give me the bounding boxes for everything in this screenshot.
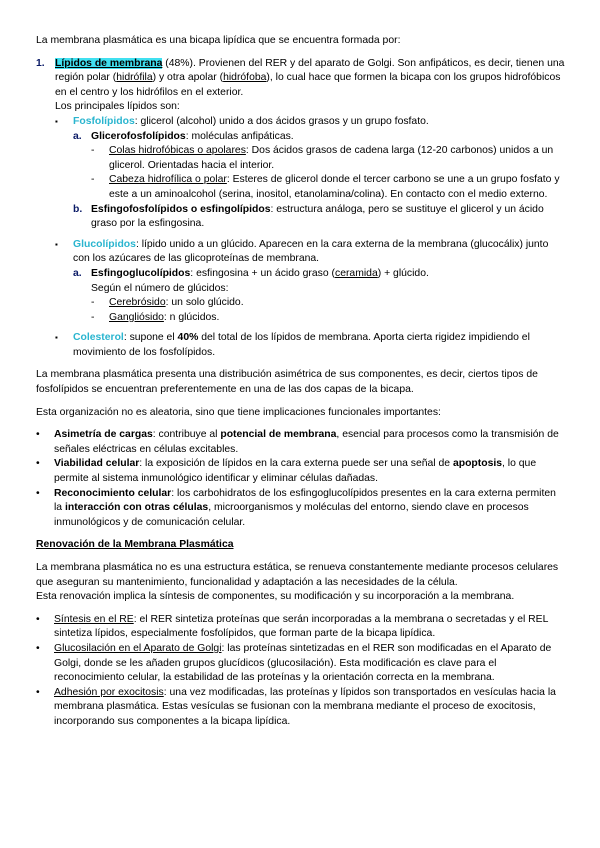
fosfolipidos-term: Fosfolípidos <box>73 115 135 127</box>
item-term: Adhesión por exocitosis <box>54 686 164 698</box>
intro-paragraph: La membrana plasmática es una bicapa lipídica que se encuentra formada por: <box>36 35 401 46</box>
item-term: Glucosilación en el Aparato de Golgi <box>54 642 222 654</box>
dash-marker: - <box>91 297 95 309</box>
fosfolipidos-text: : glicerol (alcohol) unido a dos ácidos grasos y un grupo fosfato. <box>134 115 429 127</box>
colesterol-term: Colesterol <box>73 332 124 344</box>
list-item <box>36 487 566 531</box>
colas-item <box>91 144 566 173</box>
square-bullet-icon: ▪ <box>55 239 58 249</box>
renovacion-paragraph-2: Esta renovación implica la síntesis de componentes, su modificación y su incorporación a la membrana. <box>36 591 515 603</box>
item-term: Viabilidad celular <box>54 458 140 470</box>
bullet-icon: • <box>36 458 40 470</box>
renovacion-list <box>36 613 566 730</box>
segun-label: Según el número de glúcidos: <box>91 282 229 294</box>
document-page <box>36 34 566 730</box>
term-hidrofila: hidrófila <box>116 72 153 84</box>
organizacion-paragraph: Esta organización no es aleatoria, sino que tiene implicaciones funcionales importantes: <box>36 406 441 418</box>
list-item <box>36 428 566 457</box>
item-term: Asimetría de cargas <box>54 429 153 441</box>
lipidos-section <box>36 57 566 361</box>
item-strong: potencial de membrana <box>220 429 337 441</box>
esfingofosfolipidos-item <box>73 203 566 232</box>
lipidos-text-1: Provienen del RER y del aparato de Golgi. Son anfipáticos, es decir, tienen una región polar ( <box>55 57 565 84</box>
square-bullet-icon: ▪ <box>55 333 58 343</box>
item-text: : el RER sintetiza proteínas que serán incorporadas a la membrana o secretadas y el REL sintetiza lípidos, especialmente fosfolípidos, que forman parte de la bicapa lipídica. <box>54 613 549 640</box>
square-bullet-icon: ▪ <box>55 116 58 126</box>
renovacion-paragraph: La membrana plasmática no es una estructura estática, se renueva constantemente mediante procesos celulares que aseguran su mantenimiento, funcionalidad y adaptación a las necesidades de la célula. <box>36 562 559 588</box>
item-text-1: : contribuye al <box>152 429 221 441</box>
item-term: Reconocimiento celular <box>54 487 172 499</box>
dash-marker: - <box>91 311 95 323</box>
letter-marker: a. <box>73 130 82 142</box>
fosfolipidos-item <box>55 115 566 232</box>
gangliosido-item <box>91 311 566 326</box>
bullet-icon: • <box>36 642 40 654</box>
item-text-1: : la exposición de lípidos en la cara externa puede ser una señal de <box>139 458 453 470</box>
cabeza-term: Cabeza hidrofílica o polar <box>109 174 227 186</box>
list-item <box>36 686 566 730</box>
colesterol-percent: 40% <box>177 332 199 344</box>
item-strong: apoptosis <box>452 458 503 470</box>
item-strong: interacción con otras células <box>64 502 209 514</box>
bullet-icon: • <box>36 686 40 698</box>
cerebrosido-text: : un solo glúcido. <box>165 297 244 309</box>
esfingofosfolipidos-text: : estructura análoga, pero se sustituye el glicerol y un ácido graso por la esfingosina. <box>91 203 544 230</box>
item-text-2: , esencial para procesos como la transmisión de señales eléctricas en células excitables. <box>54 429 559 455</box>
dash-marker: - <box>91 145 95 157</box>
esfingoglucolipidos-text-2: ) + glúcido. <box>377 267 429 279</box>
colas-text: : Dos ácidos grasos de cadena larga (12-20 carbonos) unidos a un glicerol. Orientadas hacia el interior. <box>109 145 554 171</box>
item-term: Síntesis en el RE <box>54 613 134 625</box>
letter-marker: b. <box>73 203 83 215</box>
item-text-2: , microorganismos y moléculas del entorno, siendo clave en procesos inmunológicos y de comunicación celular. <box>54 502 529 528</box>
asimetria-paragraph: La membrana plasmática presenta una distribución asimétrica de sus componentes, es decir, ciertos tipos de fosfolípidos se encuentran preferentemente en una de las dos capas de la bicapa. <box>36 369 538 396</box>
cabeza-text: : Esteres de glicerol donde el tercer carbono se une a un grupo fosfato y este a un aminoalcohol (serina, inositol, etanolamina/colina). En contacto con el medio externo. <box>109 174 560 200</box>
colesterol-text-2: del total de los lípidos de membrana. Aporta cierta rigidez impidiendo el movimiento de los fosfolípidos. <box>73 332 530 358</box>
colesterol-item <box>55 331 566 360</box>
cerebrosido-term: Cerebrósido <box>109 297 166 309</box>
gangliosido-text: : n glúcidos. <box>163 311 220 323</box>
term-ceramida: ceramida <box>335 267 378 279</box>
esfingoglucolipidos-text-1: : esfingosina + un ácido graso ( <box>190 267 335 279</box>
implicaciones-list <box>36 428 566 530</box>
gangliosido-term: Gangliósido <box>109 311 164 323</box>
item-text-2: , lo que permite al sistema inmunológico identificar y eliminar células dañadas. <box>54 458 537 485</box>
cerebrosido-item <box>91 296 566 311</box>
lipidos-text-2: ) y otra apolar ( <box>152 72 224 84</box>
list-item <box>36 613 566 642</box>
lipidos-paragraph <box>55 57 566 101</box>
esfingoglucolipidos-term: Esfingoglucolípidos <box>91 267 191 279</box>
glicerofosfolipidos-item <box>73 130 566 203</box>
dash-marker: - <box>91 174 95 186</box>
list-item <box>36 642 566 686</box>
principales-label: Los principales lípidos son: <box>55 101 180 113</box>
letter-marker: a. <box>73 267 82 279</box>
list-number: 1. <box>36 57 45 69</box>
list-item <box>36 457 566 486</box>
glicerofosfolipidos-term: Glicerofosfolípidos <box>91 130 186 142</box>
section-title: Renovación de la Membrana Plasmática <box>36 539 234 551</box>
colas-term: Colas hidrofóbicas o apolares <box>109 145 246 157</box>
item-text-1: : los carbohidratos de los esfingoglucolípidos presentes en la cara externa permiten la <box>54 487 556 514</box>
colesterol-text-1: : supone el <box>123 332 178 344</box>
lipidos-text-3: ), lo cual hace que formen la bicapa con los grupos hidrofóbicos en el centro y los hidrófilos en el exterior. <box>55 72 561 98</box>
item-text: : una vez modificadas, las proteínas y lípidos son transportados en vesículas hacia la membrana plasmática. Estas vesículas se fusionan con la membrana mediante el proceso de exocitosis, incorporando sus componentes a la bicapa lipídica. <box>54 686 556 727</box>
bullet-icon: • <box>36 487 40 499</box>
bullet-icon: • <box>36 429 40 441</box>
glucolipidos-text: : lípido unido a un glúcido. Aparecen en la cara externa de la membrana (glucocálix) junto con los azúcares de las glicoproteínas de membrana. <box>73 238 549 265</box>
esfingofosfolipidos-term: Esfingofosfolípidos o esfingolípidos <box>91 203 271 215</box>
glucolipidos-item <box>55 238 566 326</box>
cabeza-item <box>91 173 566 202</box>
glucolipidos-term: Glucolípidos <box>73 238 136 250</box>
glicerofosfolipidos-text: : moléculas anfipáticas. <box>185 130 294 142</box>
bullet-icon: • <box>36 613 40 625</box>
lipidos-percent: (48%). <box>162 57 196 69</box>
esfingoglucolipidos-item <box>73 267 566 325</box>
term-hidrofoba: hidrófoba <box>223 72 267 84</box>
item-text: : las proteínas sintetizadas en el RER son modificadas en el Aparato de Golgi, donde se les añaden grupos glucídicos (glucosilación). Esta modificación es clave para el reconocimiento celular, la estabilidad de las proteínas y la orientación correcta en la membrana. <box>54 642 552 684</box>
lipidos-title: Lípidos de membrana <box>55 57 163 69</box>
